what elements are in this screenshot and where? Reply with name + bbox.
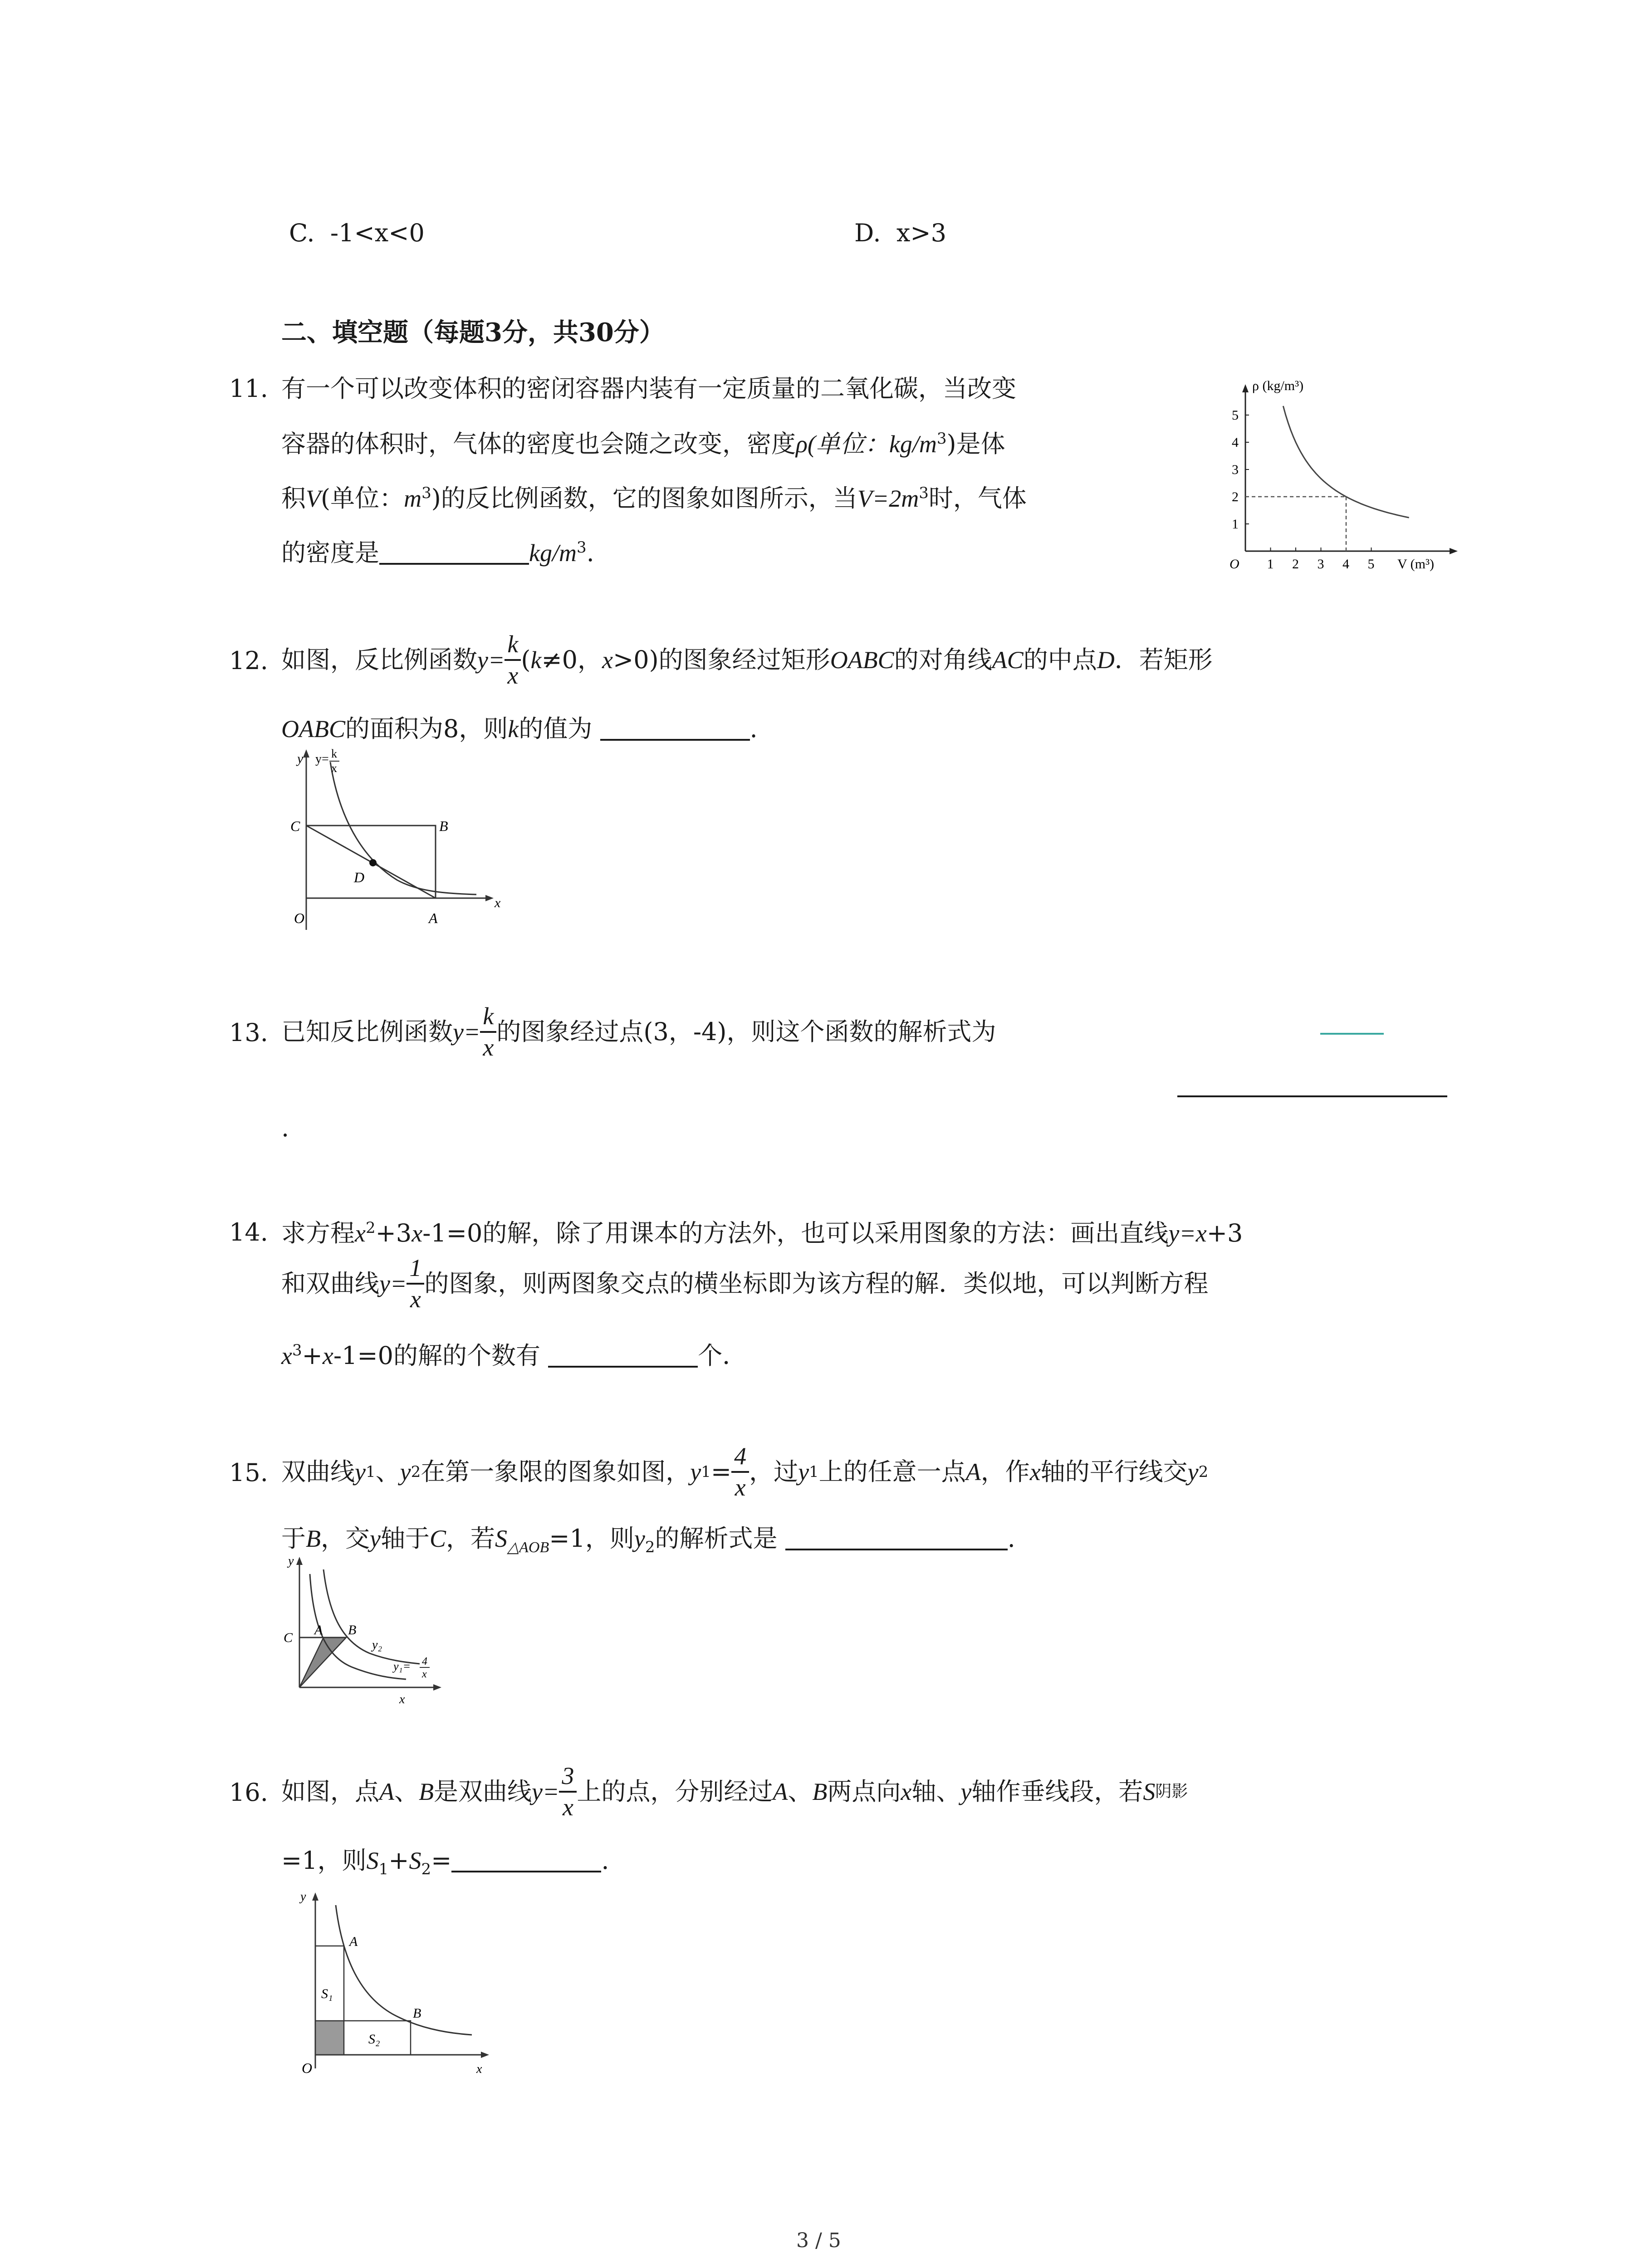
unit: m [404,485,422,512]
rho: ρ(单位： [796,430,889,458]
unit: kg/m [889,430,937,458]
text: 时，气体 [928,484,1027,513]
text: . [601,1846,609,1875]
x-tick-label: 4 [1342,557,1349,572]
exp: 3 [919,484,929,502]
x-tick-label: 3 [1317,557,1324,572]
text: 的面积为8，则 [345,714,508,743]
var: x [281,1342,292,1369]
text: 已知反比例函数 [281,1017,453,1046]
answer-blank [600,739,750,741]
y-tick-label: 2 [1232,489,1239,504]
sub: 1 [378,1860,389,1878]
exp: 3 [421,484,431,502]
y1-denominator: x [422,1668,427,1680]
midpoint-d [369,859,377,866]
y-label: y [297,751,304,766]
point-d-label: D [354,869,365,885]
y-arrow [296,1557,303,1565]
var: S [495,1525,507,1552]
q12-line1 [281,626,1213,694]
denominator: x [410,1286,421,1313]
text: 容器的体积时，气体的密度也会随之改变，密度 [281,430,796,458]
text: 轴、 [911,1777,961,1806]
y-arrow [1242,384,1249,392]
var: x [355,1220,366,1247]
curve-y2 [323,1569,420,1664]
var: y [370,1525,381,1552]
var: B [419,1778,434,1805]
sub: 1 [809,1463,819,1481]
curve-y1 [310,1574,406,1679]
numerator: k [480,1003,496,1033]
text: 于 [281,1524,306,1553]
text: -1=0的解，除了用课本的方法外，也可以采用图象的方法：画出直线 [422,1219,1169,1247]
sub: 1 [365,1463,376,1481]
exp: 3 [576,538,587,557]
hyperbola-curve [336,1905,472,2035]
text: 个． [698,1341,747,1370]
text: 的值为 [519,714,593,743]
text: 积 [281,484,306,513]
y-label: y [300,1890,306,1904]
numerator: 1 [407,1255,424,1285]
text: )的反比例函数，它的图象如图所示，当 [431,484,857,513]
text: 上的点，分别经过 [577,1777,773,1806]
q15-figure [270,1551,460,1715]
y-tick-label: 1 [1232,517,1239,532]
text: 、 [394,1777,419,1806]
sub: △AOB [507,1539,549,1556]
var: y= [379,1270,407,1297]
option-text: x>3 [896,219,946,247]
text: 两点向 [827,1777,901,1806]
text: =1，则 [549,1524,634,1553]
y-axis-label: ρ (kg/m³) [1252,378,1304,393]
q13-period: . [281,1114,289,1142]
text: 如图，点 [281,1777,379,1806]
var: y [400,1458,411,1486]
text: 在第一象限的图象如图， [421,1457,691,1486]
var: y [960,1778,972,1805]
text: 的解析式是 [655,1524,778,1553]
sub: 2 [1198,1463,1209,1481]
fraction [505,631,521,688]
text: +3 [375,1219,412,1247]
inverse-curve [330,762,476,894]
value: V=2m [857,485,919,512]
var: y [798,1458,809,1486]
text: (单位： [321,484,404,513]
text: = [710,1457,732,1486]
var: S [409,1847,421,1874]
y1-numerator: 4 [422,1656,427,1667]
x-tick-label: 1 [1267,557,1274,572]
text: -1=0的解的个数有 [333,1341,541,1370]
q12-figure [272,744,508,943]
sub: 阴影 [1155,1782,1188,1801]
x-arrow [433,1684,441,1691]
x-axis-label: V (m³) [1397,557,1434,572]
var: S [366,1847,379,1874]
y-arrow [312,1892,318,1901]
text: ( [521,645,531,674]
q11-graph [1209,370,1463,587]
var: V [306,485,321,512]
unit: kg/m [529,539,577,567]
text: ，过 [749,1457,798,1486]
x-label: x [476,2062,482,2076]
var: A [773,1778,788,1805]
origin-label: O [1230,557,1239,572]
var: k [530,646,542,674]
point-c-label: C [284,1630,293,1645]
text: = [431,1846,452,1875]
text: >0)的图象经过矩形 [613,645,830,674]
x-arrow [485,895,494,901]
answer-blank [451,1871,601,1872]
var: x [1029,1458,1041,1486]
x-arrow [1450,548,1458,554]
answer-blank [1177,1095,1447,1097]
y-tick-label: 3 [1232,462,1239,477]
s2-label: S₂ [368,2032,380,2047]
equation-label: y= [315,752,329,766]
point-a-label: A [349,1934,358,1949]
text: . [749,714,758,743]
var: OABC [830,646,894,674]
var: OABC [281,715,345,743]
text: 、 [375,1457,400,1486]
option-letter: C. [289,219,315,247]
q11-line4 [281,540,594,565]
text: 的对角线 [894,645,992,674]
exp: 3 [936,430,947,448]
var: D [1097,646,1115,674]
q14-line2 [281,1250,1208,1318]
point-b-label: B [413,2006,421,2021]
text: 和双曲线 [281,1269,379,1298]
var: y [690,1458,701,1486]
y2-label: y₂ [372,1638,382,1652]
text: . [1007,1524,1015,1553]
text: 轴作垂线段，若 [971,1777,1143,1806]
text: 的图象经过点(3，-4)，则这个函数的解析式为 [496,1017,996,1046]
text: 的密度是 [281,538,379,567]
numerator: 4 [731,1443,749,1473]
var: y=x [1168,1220,1207,1247]
text: ≠0， [541,645,603,674]
fraction [559,1763,577,1820]
var: A [965,1458,981,1486]
point-c-label: C [290,818,300,834]
point-b-label: B [439,818,448,834]
y-tick-label: 5 [1232,408,1239,423]
numerator: k [505,631,521,661]
question-number: 12. [229,646,268,675]
q13-line1 [281,998,996,1066]
var: y= [477,646,505,674]
fraction [731,1443,749,1500]
option-text: -1<x<0 [330,219,425,247]
question-number: 11. [229,374,268,403]
var: B [812,1778,828,1805]
question-number: 15. [229,1458,268,1487]
text: . [586,538,594,567]
exp: 2 [365,1219,376,1237]
var: y= [532,1778,559,1805]
text: 求方程 [281,1219,355,1247]
y-arrow [303,749,309,758]
q16-line2 [281,1848,609,1877]
s1-label: S₁ [321,1986,333,2001]
exp: 3 [292,1341,302,1359]
x-tick-label: 2 [1292,557,1299,572]
text: =1，则 [281,1846,367,1875]
text: 如图，反比例函数 [281,645,477,674]
text: )是体 [946,430,1005,458]
point-a-label: A [429,910,438,926]
text: 是双曲线 [434,1777,532,1806]
text: ，若 [446,1524,495,1553]
q11-line3 [281,485,1027,511]
option-c [289,221,425,245]
text: 、 [788,1777,813,1806]
var: AC [992,646,1024,674]
point-b-label: B [348,1623,357,1637]
equation-denominator: x [331,762,337,775]
option-d [854,221,946,245]
origin-label: O [294,910,305,926]
text: 双曲线 [281,1457,355,1486]
sub: 1 [701,1463,711,1481]
q14-line1 [281,1220,1243,1246]
var: y [1187,1458,1199,1486]
sub: 2 [421,1860,431,1878]
y-label: y [288,1554,294,1568]
origin-label: O [302,2060,313,2076]
q12-line2 [281,714,758,743]
var: A [379,1778,394,1805]
answer-blank [785,1549,1008,1550]
answer-blank [379,563,529,565]
text: ，交 [321,1524,370,1553]
x-label: x [495,895,501,910]
equation-numerator: k [331,747,337,760]
text: +3 [1206,1219,1243,1247]
numerator: 3 [559,1763,577,1793]
var: k [508,715,519,743]
var: y= [453,1018,480,1046]
denominator: x [735,1474,746,1501]
text: 的中点 [1023,645,1097,674]
var: x [602,646,613,674]
triangle-aob [299,1637,346,1687]
denominator: x [507,662,519,689]
fraction [407,1255,424,1312]
point-a-label: A [314,1623,323,1637]
sub: 2 [411,1463,421,1481]
page-number: 3 / 5 [796,2229,841,2252]
question-number: 16. [229,1778,268,1807]
x-arrow [481,2052,489,2058]
var: C [429,1525,446,1552]
question-number: 13. [229,1018,268,1047]
text: + [388,1846,409,1875]
answer-blank [548,1366,698,1368]
y1-label: y₁= [393,1660,411,1673]
section-title: 二、填空题（每题3分，共30分） [281,318,665,347]
var: B [306,1525,321,1552]
denominator: x [483,1034,494,1061]
q11-line1: 有一个可以改变体积的密闭容器内装有一定质量的二氧化碳，当改变 [281,374,1016,403]
text: 的图象，则两图象交点的横坐标即为该方程的解．类似地，可以判断方程 [424,1269,1209,1298]
inverse-curve [1283,406,1409,518]
q15-line1 [281,1438,1208,1506]
tick-group [1232,408,1375,572]
text: 上的任意一点 [818,1457,966,1486]
fraction [480,1003,496,1060]
q14-line3 [281,1343,747,1368]
shaded-area [315,2021,344,2055]
q16-line1 [281,1758,1188,1826]
var: y [355,1458,366,1486]
var: S [1143,1778,1156,1805]
text: ．若矩形 [1114,645,1213,674]
option-letter: D. [854,219,881,247]
text: ，作 [980,1457,1030,1486]
text: 轴于 [380,1524,430,1553]
q16-figure [281,1887,504,2096]
text: + [302,1341,323,1370]
q11-line2 [281,431,1005,456]
var: x [322,1342,333,1369]
y-tick-label: 4 [1232,435,1239,450]
decorative-line [1320,1033,1384,1035]
text: 轴的平行线交 [1040,1457,1188,1486]
x-label: x [399,1692,405,1706]
var: x [411,1220,423,1247]
var: x [901,1778,912,1805]
sub: 2 [645,1538,655,1556]
var: y [634,1525,645,1552]
denominator: x [562,1794,573,1821]
question-number: 14. [229,1218,268,1246]
x-tick-label: 5 [1367,557,1375,572]
